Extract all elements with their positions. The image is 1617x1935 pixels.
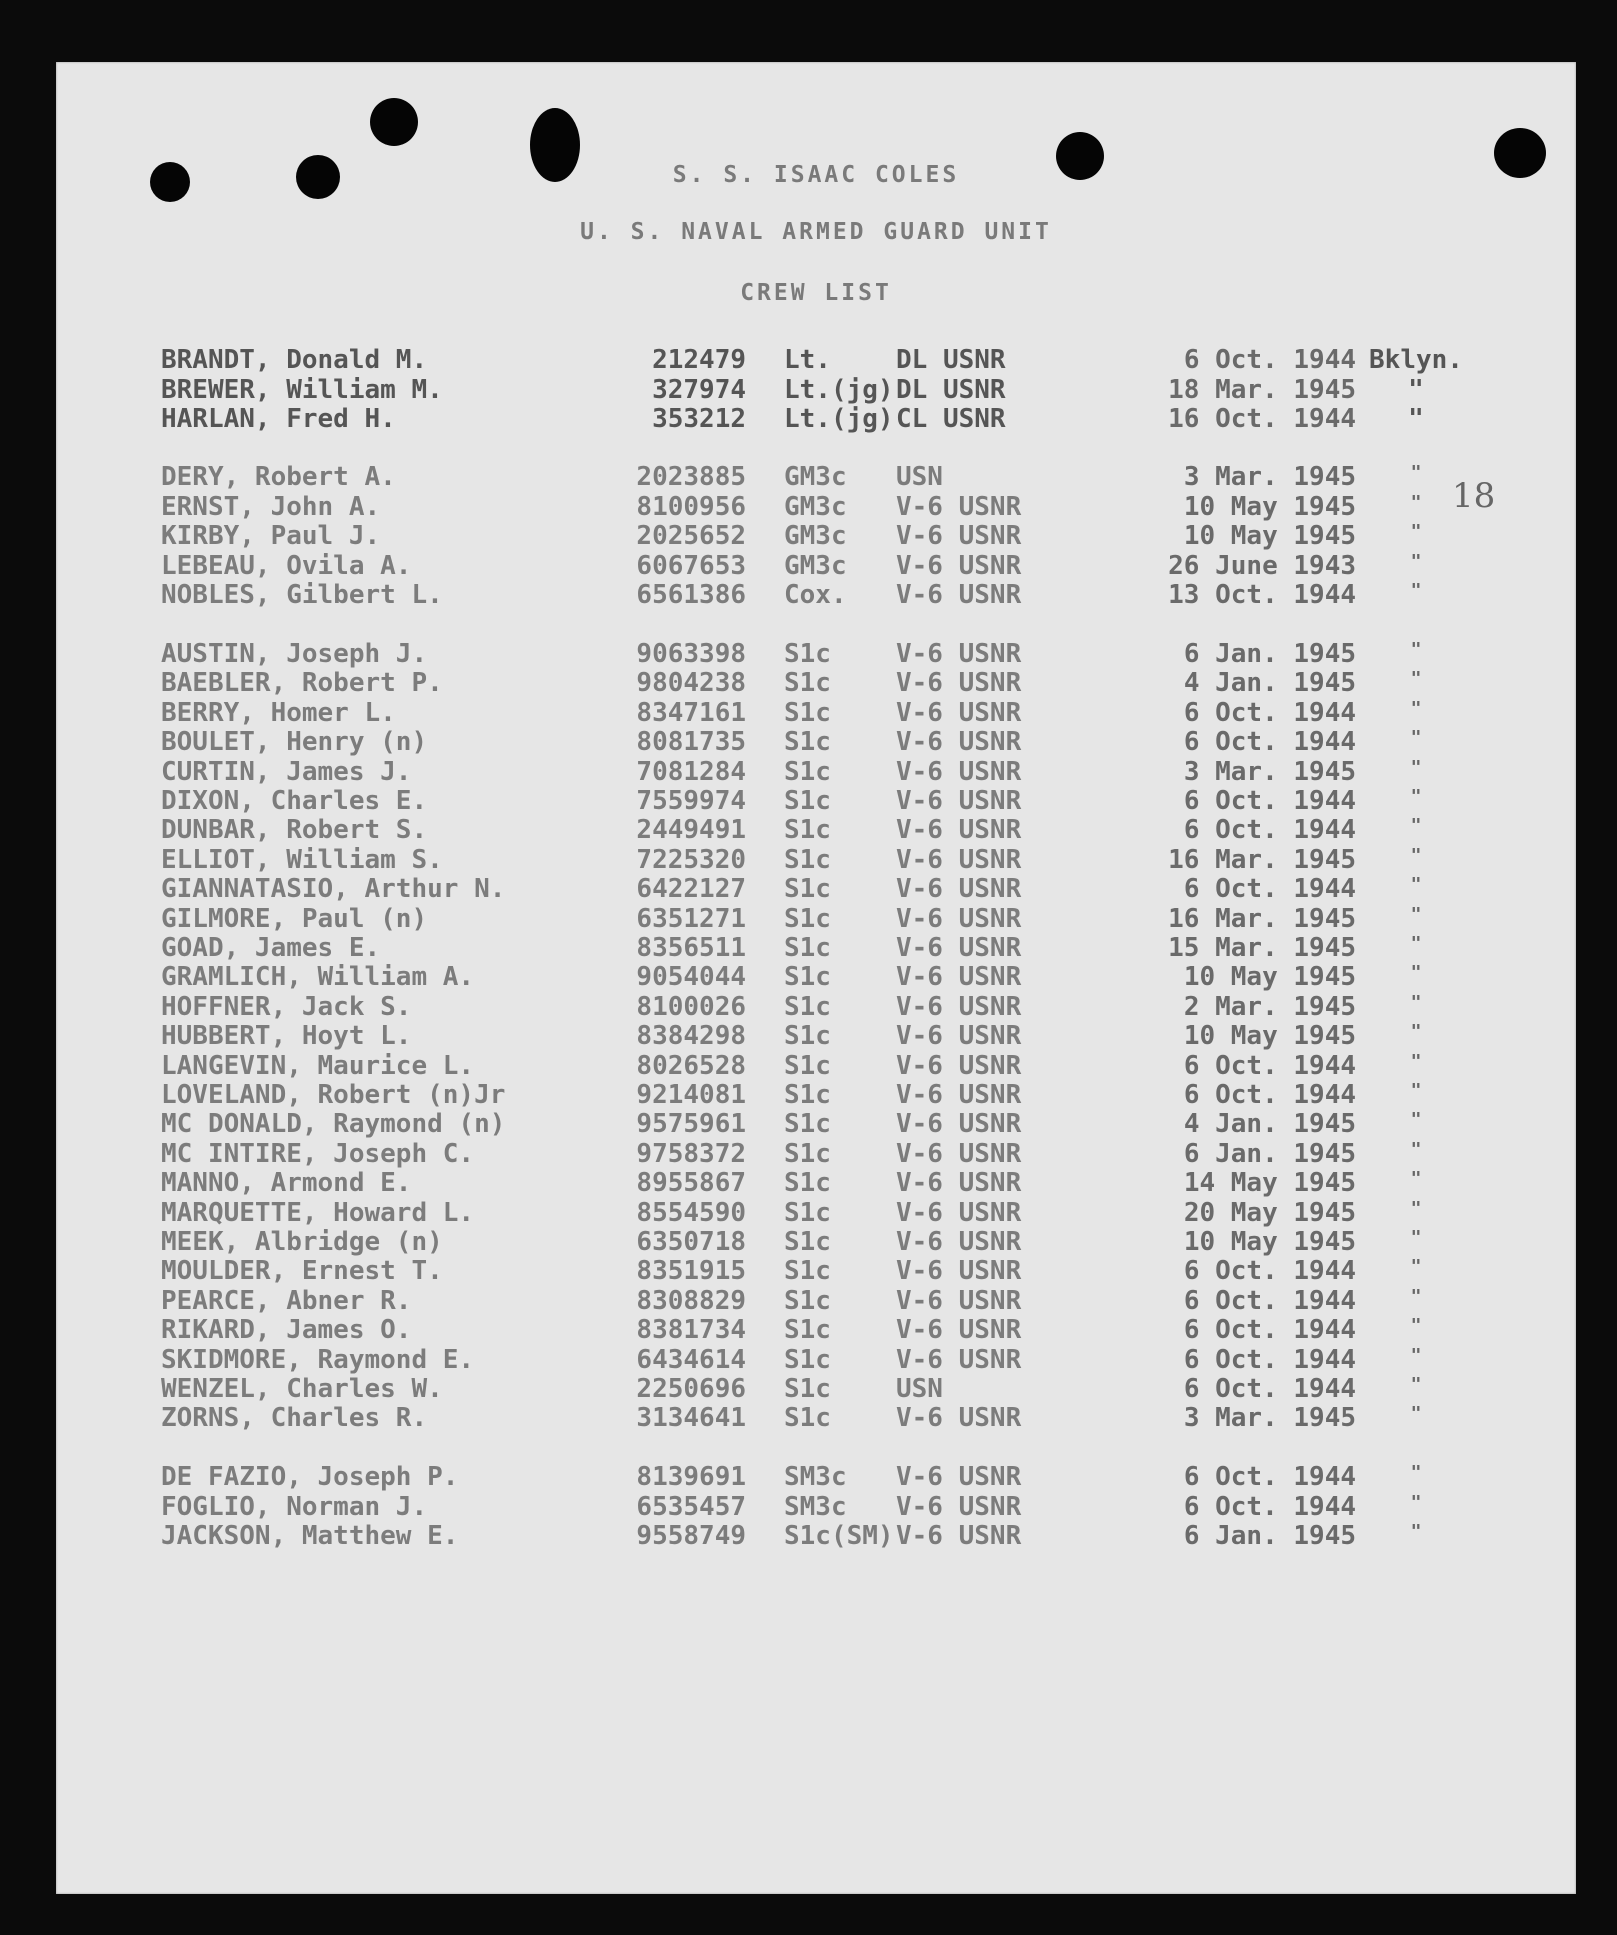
rate-cell: Lt. (784, 345, 831, 375)
table-row (56, 1227, 1576, 1255)
branch-cell: V-6 USNR (896, 580, 1022, 610)
table-row (56, 1198, 1576, 1226)
port-cell: " (1410, 933, 1422, 954)
port-cell: " (1410, 1197, 1422, 1219)
name-cell: HARLAN, Fred H. (161, 404, 396, 434)
name-cell: CURTIN, James J. (161, 756, 412, 787)
table-row (56, 1168, 1576, 1199)
branch-cell: V-6 USNR (896, 844, 1022, 875)
port-cell: " (1410, 1403, 1422, 1425)
port-cell: " (1410, 874, 1422, 896)
rate-cell: GM3c (784, 491, 847, 522)
table-row (56, 521, 1576, 549)
branch-cell: V-6 USNR (896, 1109, 1022, 1140)
service-no-cell: 7559974 (636, 786, 746, 816)
service-no-cell: 9214081 (636, 1080, 746, 1110)
branch-cell: V-6 USNR (896, 1227, 1022, 1257)
port-cell: Bklyn. (1369, 345, 1463, 375)
rate-cell: S1c (784, 786, 831, 816)
name-cell: ERNST, John A. (161, 491, 381, 522)
port-cell: " (1410, 1227, 1422, 1248)
table-row (56, 1109, 1576, 1140)
branch-cell: V-6 USNR (896, 874, 1022, 905)
service-no-cell: 2023885 (636, 462, 746, 492)
port-cell: " (1410, 491, 1422, 513)
rate-cell: S1c (784, 1374, 831, 1404)
name-cell: ZORNS, Charles R. (161, 1403, 428, 1434)
name-cell: ELLIOT, William S. (161, 844, 443, 875)
rate-cell: S1c (784, 1315, 831, 1346)
rate-cell: S1c (784, 1109, 831, 1140)
name-cell: MARQUETTE, Howard L. (161, 1197, 475, 1228)
service-no-cell: 8955867 (636, 1168, 746, 1199)
branch-cell: V-6 USNR (896, 668, 1022, 699)
branch-cell: V-6 USNR (896, 1197, 1022, 1228)
name-cell: HUBBERT, Hoyt L. (161, 1021, 412, 1052)
service-no-cell: 9804238 (636, 668, 746, 699)
crew-list-title: CREW LIST (740, 280, 892, 306)
branch-cell: V-6 USNR (896, 697, 1022, 728)
table-row (56, 962, 1576, 993)
branch-cell: V-6 USNR (896, 1403, 1022, 1434)
table-row (56, 1256, 1576, 1287)
port-cell: " (1410, 1138, 1422, 1160)
date-cell: 15 Mar. 1945 (1168, 933, 1356, 963)
port-cell: " (1410, 1315, 1422, 1337)
rate-cell: S1c (784, 1080, 831, 1110)
table-row (56, 933, 1576, 961)
service-no-cell: 8351915 (636, 1256, 746, 1287)
name-cell: MANNO, Armond E. (161, 1168, 412, 1199)
service-no-cell: 212479 (652, 345, 746, 375)
rate-cell: S1c (784, 1197, 831, 1228)
rate-cell: S1c (784, 756, 831, 787)
service-no-cell: 327974 (652, 374, 746, 405)
name-cell: MEEK, Albridge (n) (161, 1227, 443, 1257)
branch-cell: USN (896, 1374, 943, 1404)
port-cell: " (1410, 1462, 1422, 1483)
service-no-cell: 8554590 (636, 1197, 746, 1228)
service-no-cell: 8356511 (636, 933, 746, 963)
date-cell: 3 Mar. 1945 (1183, 756, 1356, 787)
branch-cell: V-6 USNR (896, 1315, 1022, 1346)
branch-cell: V-6 USNR (896, 903, 1022, 934)
date-cell: 6 Oct. 1944 (1183, 1344, 1356, 1375)
port-cell: " (1410, 1344, 1422, 1366)
ship-heading: S. S. ISAAC COLES (672, 162, 960, 188)
rate-cell: Lt.(jg) (784, 374, 894, 405)
branch-cell: V-6 USNR (896, 933, 1022, 963)
date-cell: 6 Oct. 1944 (1183, 1315, 1356, 1346)
rate-cell: S1c (784, 874, 831, 905)
name-cell: NOBLES, Gilbert L. (161, 580, 443, 610)
service-no-cell: 8308829 (636, 1285, 746, 1316)
table-row (56, 1021, 1576, 1052)
name-cell: GIANNATASIO, Arthur N. (161, 874, 506, 905)
port-cell: " (1410, 550, 1422, 572)
branch-cell: V-6 USNR (896, 756, 1022, 787)
service-no-cell: 9558749 (636, 1521, 746, 1551)
port-cell: " (1408, 404, 1424, 434)
branch-cell: V-6 USNR (896, 1344, 1022, 1375)
table-row (56, 815, 1576, 846)
name-cell: BOULET, Henry (n) (161, 727, 428, 758)
date-cell: 6 Oct. 1944 (1183, 345, 1356, 375)
branch-cell: USN (896, 462, 943, 492)
service-no-cell: 2250696 (636, 1374, 746, 1404)
rate-cell: S1c (784, 844, 831, 875)
port-cell: " (1410, 1021, 1422, 1043)
service-no-cell: 8139691 (636, 1462, 746, 1492)
name-cell: FOGLIO, Norman J. (161, 1491, 428, 1522)
page-number: 18 (1452, 476, 1496, 516)
name-cell: LANGEVIN, Maurice L. (161, 1050, 475, 1081)
date-cell: 26 June 1943 (1168, 550, 1356, 581)
rate-cell: GM3c (784, 550, 847, 581)
branch-cell: V-6 USNR (896, 1138, 1022, 1169)
name-cell: JACKSON, Matthew E. (161, 1521, 459, 1551)
date-cell: 16 Mar. 1945 (1168, 903, 1356, 934)
port-cell: " (1410, 1374, 1422, 1395)
branch-cell: V-6 USNR (896, 962, 1022, 993)
table-row (56, 580, 1576, 608)
branch-cell: V-6 USNR (896, 786, 1022, 816)
branch-cell: V-6 USNR (896, 815, 1022, 846)
port-cell: " (1408, 374, 1424, 405)
name-cell: GRAMLICH, William A. (161, 962, 475, 993)
branch-cell: V-6 USNR (896, 1080, 1022, 1110)
rate-cell: Lt.(jg) (784, 404, 894, 434)
branch-cell: V-6 USNR (896, 1021, 1022, 1052)
rate-cell: S1c (784, 1285, 831, 1316)
service-no-cell: 9063398 (636, 639, 746, 669)
date-cell: 10 May 1945 (1183, 491, 1356, 522)
table-row (56, 375, 1576, 403)
name-cell: DE FAZIO, Joseph P. (161, 1462, 459, 1492)
branch-cell: V-6 USNR (896, 1256, 1022, 1287)
rate-cell: S1c (784, 1403, 831, 1434)
date-cell: 6 Oct. 1944 (1183, 874, 1356, 905)
date-cell: 16 Oct. 1944 (1168, 404, 1356, 434)
service-no-cell: 3134641 (636, 1403, 746, 1434)
rate-cell: S1c (784, 668, 831, 699)
name-cell: KIRBY, Paul J. (161, 521, 381, 551)
service-no-cell: 7081284 (636, 756, 746, 787)
table-row (56, 668, 1576, 699)
service-no-cell: 6561386 (636, 580, 746, 610)
service-no-cell: 6067653 (636, 550, 746, 581)
name-cell: WENZEL, Charles W. (161, 1374, 443, 1404)
service-no-cell: 8026528 (636, 1050, 746, 1081)
date-cell: 6 Oct. 1944 (1183, 1462, 1356, 1492)
port-cell: " (1410, 844, 1422, 866)
rate-cell: S1c (784, 639, 831, 669)
rate-cell: S1c (784, 1256, 831, 1287)
branch-cell: V-6 USNR (896, 1285, 1022, 1316)
branch-cell: V-6 USNR (896, 491, 1022, 522)
branch-cell: V-6 USNR (896, 521, 1022, 551)
rate-cell: S1c(SM) (784, 1521, 894, 1551)
service-no-cell: 9054044 (636, 962, 746, 993)
table-row (56, 1315, 1576, 1346)
port-cell: " (1410, 1491, 1422, 1513)
unit-heading: U. S. NAVAL ARMED GUARD UNIT (580, 219, 1052, 245)
port-cell: " (1410, 1080, 1422, 1101)
port-cell: " (1410, 1050, 1422, 1072)
table-row (56, 1051, 1576, 1079)
punch-hole (370, 98, 418, 146)
table-row (56, 1345, 1576, 1373)
date-cell: 3 Mar. 1945 (1183, 462, 1356, 492)
name-cell: BRANDT, Donald M. (161, 345, 428, 375)
name-cell: GILMORE, Paul (n) (161, 903, 428, 934)
date-cell: 20 May 1945 (1183, 1197, 1356, 1228)
date-cell: 6 Jan. 1945 (1183, 639, 1356, 669)
name-cell: SKIDMORE, Raymond E. (161, 1344, 475, 1375)
rate-cell: SM3c (784, 1491, 847, 1522)
port-cell: " (1410, 727, 1422, 749)
rate-cell: Cox. (784, 580, 847, 610)
name-cell: LOVELAND, Robert (n)Jr (161, 1080, 506, 1110)
rate-cell: S1c (784, 903, 831, 934)
service-no-cell: 6351271 (636, 903, 746, 934)
date-cell: 4 Jan. 1945 (1183, 1109, 1356, 1140)
table-row (56, 904, 1576, 932)
name-cell: LEBEAU, Ovila A. (161, 550, 412, 581)
service-no-cell: 9758372 (636, 1138, 746, 1169)
service-no-cell: 8100956 (636, 491, 746, 522)
rate-cell: S1c (784, 991, 831, 1022)
date-cell: 4 Jan. 1945 (1183, 668, 1356, 699)
rate-cell: S1c (784, 962, 831, 993)
date-cell: 6 Oct. 1944 (1183, 697, 1356, 728)
branch-cell: V-6 USNR (896, 1462, 1022, 1492)
branch-cell: V-6 USNR (896, 550, 1022, 581)
table-row (56, 845, 1576, 873)
date-cell: 6 Oct. 1944 (1183, 1491, 1356, 1522)
name-cell: AUSTIN, Joseph J. (161, 639, 428, 669)
port-cell: " (1410, 756, 1422, 778)
port-cell: " (1410, 786, 1422, 807)
table-row (56, 1492, 1576, 1520)
table-row (56, 992, 1576, 1020)
name-cell: MC DONALD, Raymond (n) (161, 1109, 506, 1140)
branch-cell: V-6 USNR (896, 991, 1022, 1022)
service-no-cell: 6422127 (636, 874, 746, 905)
date-cell: 18 Mar. 1945 (1168, 374, 1356, 405)
branch-cell: V-6 USNR (896, 639, 1022, 669)
name-cell: BREWER, William M. (161, 374, 443, 405)
date-cell: 14 May 1945 (1183, 1168, 1356, 1199)
branch-cell: V-6 USNR (896, 1168, 1022, 1199)
branch-cell: DL USNR (896, 345, 1006, 375)
table-row (56, 757, 1576, 785)
service-no-cell: 2025652 (636, 521, 746, 551)
table-row (56, 345, 1576, 373)
date-cell: 3 Mar. 1945 (1183, 1403, 1356, 1434)
branch-cell: V-6 USNR (896, 1521, 1022, 1551)
table-row (56, 727, 1576, 758)
date-cell: 10 May 1945 (1183, 962, 1356, 993)
table-row (56, 404, 1576, 432)
rate-cell: S1c (784, 697, 831, 728)
date-cell: 6 Oct. 1944 (1183, 1050, 1356, 1081)
port-cell: " (1410, 697, 1422, 719)
date-cell: 6 Oct. 1944 (1183, 786, 1356, 816)
table-row (56, 1080, 1576, 1108)
port-cell: " (1410, 1168, 1422, 1190)
name-cell: MOULDER, Ernest T. (161, 1256, 443, 1287)
name-cell: PEARCE, Abner R. (161, 1285, 412, 1316)
name-cell: RIKARD, James O. (161, 1315, 412, 1346)
rate-cell: S1c (784, 1168, 831, 1199)
name-cell: BAEBLER, Robert P. (161, 668, 443, 699)
rate-cell: S1c (784, 933, 831, 963)
name-cell: HOFFNER, Jack S. (161, 991, 412, 1022)
branch-cell: V-6 USNR (896, 1050, 1022, 1081)
service-no-cell: 6434614 (636, 1344, 746, 1375)
rate-cell: S1c (784, 1344, 831, 1375)
port-cell: " (1410, 1256, 1422, 1278)
rate-cell: GM3c (784, 462, 847, 492)
service-no-cell: 8100026 (636, 991, 746, 1022)
service-no-cell: 8381734 (636, 1315, 746, 1346)
service-no-cell: 2449491 (636, 815, 746, 846)
table-row (56, 1521, 1576, 1549)
table-row (56, 492, 1576, 520)
date-cell: 10 May 1945 (1183, 1227, 1356, 1257)
date-cell: 6 Oct. 1944 (1183, 1256, 1356, 1287)
date-cell: 6 Oct. 1944 (1183, 727, 1356, 758)
port-cell: " (1410, 668, 1422, 690)
name-cell: GOAD, James E. (161, 933, 381, 963)
table-row (56, 1462, 1576, 1490)
service-no-cell: 8347161 (636, 697, 746, 728)
name-cell: DERY, Robert A. (161, 462, 396, 492)
service-no-cell: 353212 (652, 404, 746, 434)
service-no-cell: 8081735 (636, 727, 746, 758)
date-cell: 6 Oct. 1944 (1183, 1285, 1356, 1316)
port-cell: " (1410, 462, 1422, 483)
rate-cell: S1c (784, 727, 831, 758)
table-row (56, 1403, 1576, 1434)
name-cell: MC INTIRE, Joseph C. (161, 1138, 475, 1169)
date-cell: 6 Oct. 1944 (1183, 1080, 1356, 1110)
date-cell: 16 Mar. 1945 (1168, 844, 1356, 875)
table-row (56, 1286, 1576, 1314)
table-row (56, 462, 1576, 490)
rate-cell: S1c (784, 1050, 831, 1081)
port-cell: " (1410, 903, 1422, 925)
rate-cell: GM3c (784, 521, 847, 551)
service-no-cell: 9575961 (636, 1109, 746, 1140)
branch-cell: V-6 USNR (896, 1491, 1022, 1522)
table-row (56, 1374, 1576, 1402)
name-cell: BERRY, Homer L. (161, 697, 396, 728)
date-cell: 10 May 1945 (1183, 1021, 1356, 1052)
date-cell: 6 Jan. 1945 (1183, 1521, 1356, 1551)
branch-cell: CL USNR (896, 404, 1006, 434)
name-cell: DUNBAR, Robert S. (161, 815, 428, 846)
date-cell: 2 Mar. 1945 (1183, 991, 1356, 1022)
service-no-cell: 8384298 (636, 1021, 746, 1052)
table-row (56, 639, 1576, 667)
port-cell: " (1410, 1109, 1422, 1131)
branch-cell: DL USNR (896, 374, 1006, 405)
port-cell: " (1410, 580, 1422, 601)
table-row (56, 786, 1576, 814)
branch-cell: V-6 USNR (896, 727, 1022, 758)
date-cell: 6 Oct. 1944 (1183, 1374, 1356, 1404)
rate-cell: S1c (784, 1021, 831, 1052)
port-cell: " (1410, 521, 1422, 542)
port-cell: " (1410, 962, 1422, 984)
document-page (56, 62, 1576, 1894)
table-row (56, 551, 1576, 579)
date-cell: 13 Oct. 1944 (1168, 580, 1356, 610)
rate-cell: S1c (784, 1227, 831, 1257)
port-cell: " (1410, 1521, 1422, 1542)
rate-cell: S1c (784, 815, 831, 846)
port-cell: " (1410, 639, 1422, 660)
rate-cell: SM3c (784, 1462, 847, 1492)
service-no-cell: 6535457 (636, 1491, 746, 1522)
service-no-cell: 6350718 (636, 1227, 746, 1257)
table-row (56, 698, 1576, 726)
table-row (56, 874, 1576, 905)
date-cell: 6 Jan. 1945 (1183, 1138, 1356, 1169)
date-cell: 10 May 1945 (1183, 521, 1356, 551)
service-no-cell: 7225320 (636, 844, 746, 875)
port-cell: " (1410, 1285, 1422, 1307)
rate-cell: S1c (784, 1138, 831, 1169)
name-cell: DIXON, Charles E. (161, 786, 428, 816)
table-row (56, 1139, 1576, 1167)
port-cell: " (1410, 991, 1422, 1013)
date-cell: 6 Oct. 1944 (1183, 815, 1356, 846)
port-cell: " (1410, 815, 1422, 837)
